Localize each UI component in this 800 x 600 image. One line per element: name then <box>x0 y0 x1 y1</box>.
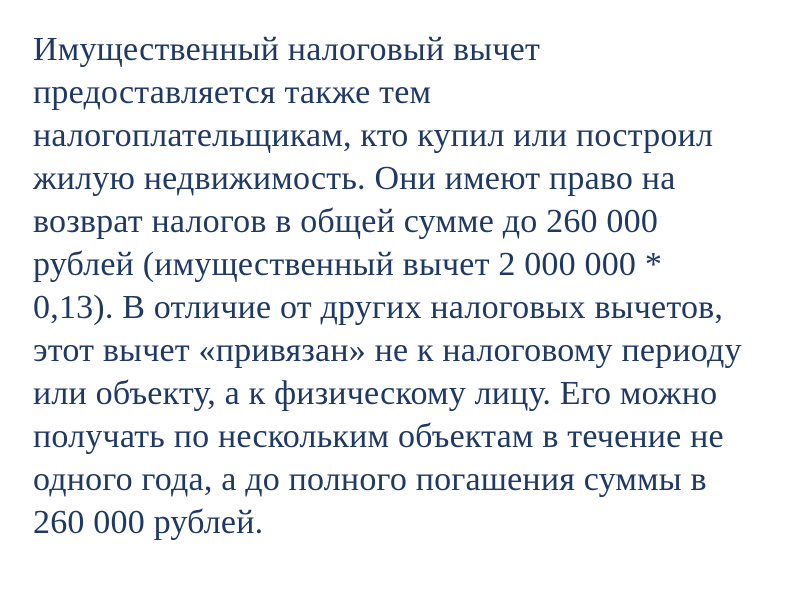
paragraph-line: этот вычет «привязан» не к налоговому периоду <box>33 332 742 369</box>
paragraph-line: 0,13). В отличие от других налоговых вычетов, <box>33 289 724 326</box>
paragraph-line: налогоплательщикам, кто купил или построил <box>33 117 714 154</box>
paragraph-line: жилую недвижимость. Они имеют право на <box>33 160 676 197</box>
slide-paragraph <box>33 28 793 544</box>
paragraph-line: рублей (имущественный вычет 2 000 000 * <box>33 246 663 283</box>
paragraph-line: возврат налогов в общей сумме до 260 000 <box>33 203 659 240</box>
paragraph-line: Имущественный налоговый вычет <box>33 31 541 68</box>
paragraph-line: одного года, а до полного погашения суммы в <box>33 461 707 498</box>
paragraph-line: получать по нескольким объектам в течение не <box>33 418 724 455</box>
paragraph-line: или объекту, а к физическому лицу. Его можно <box>33 375 718 412</box>
paragraph-line: предоставляется также тем <box>33 74 432 111</box>
paragraph-line: 260 000 рублей. <box>33 504 264 541</box>
